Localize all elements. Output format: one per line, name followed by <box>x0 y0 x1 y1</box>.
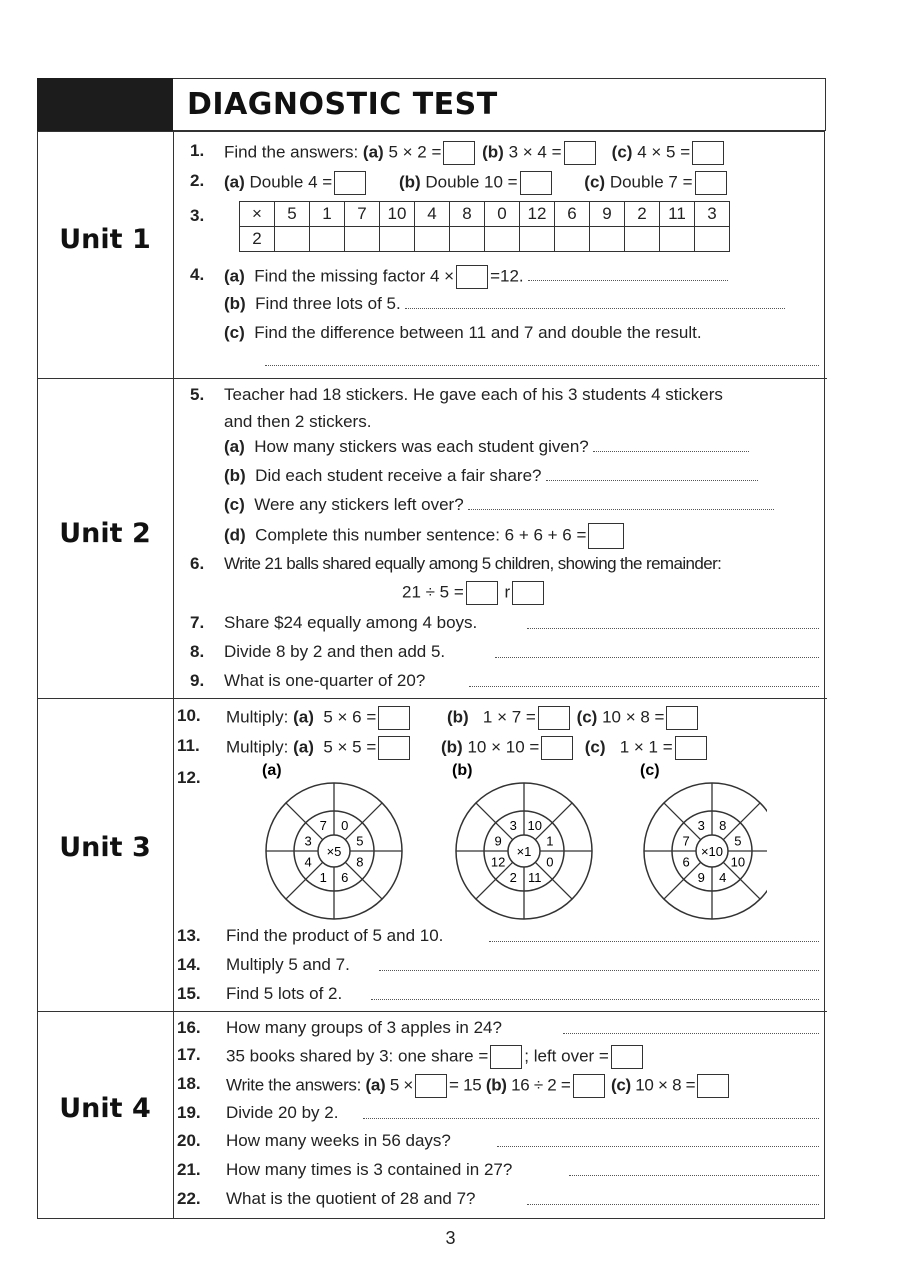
question-14: Multiply 5 and 7. <box>226 955 350 974</box>
table-answer-cell[interactable] <box>345 227 380 252</box>
question-5c: (c) Were any stickers left over? <box>224 495 774 515</box>
question-number: 3. <box>190 206 205 225</box>
question-17: 35 books shared by 3: one share = ; left over = <box>226 1045 645 1069</box>
header-title-box <box>173 78 826 131</box>
wheel-number: 9 <box>697 869 705 885</box>
question-number: 1. <box>190 141 205 160</box>
wheel-number: 8 <box>719 818 727 834</box>
table-answer-cell[interactable] <box>695 227 730 252</box>
question-number: 20. <box>177 1131 201 1150</box>
question-2: (a) Double 4 = (b) Double 10 = (c) Double 7 = <box>224 171 729 195</box>
question-11: Multiply: (a) 5 × 5 = (b) 10 × 10 = (c) 1 × 1 = <box>226 736 709 760</box>
question-6: Write 21 balls shared equally among 5 children, showing the remainder: <box>224 554 722 573</box>
answer-box[interactable] <box>541 736 573 760</box>
answer-box[interactable] <box>564 141 596 165</box>
wheel-number: 2 <box>509 869 517 885</box>
wheel-number: 1 <box>319 869 327 885</box>
table-header-cell: 4 <box>415 202 450 227</box>
question-5: Teacher had 18 stickers. He gave each of his 3 students 4 stickers <box>224 385 723 404</box>
answer-line[interactable] <box>469 686 819 687</box>
answer-line[interactable] <box>528 266 728 281</box>
table-header-cell: 3 <box>695 202 730 227</box>
answer-box[interactable] <box>692 141 724 165</box>
question-10: Multiply: (a) 5 × 6 = (b) 1 × 7 = (c) 10 × 8 = <box>226 706 700 730</box>
wheel-number: 4 <box>304 854 312 870</box>
answer-box[interactable] <box>415 1074 447 1098</box>
question-5d: (d) Complete this number sentence: 6 + 6 + 6 = <box>224 523 626 549</box>
wheel-number: 8 <box>356 854 364 870</box>
table-header-cell: 1 <box>310 202 345 227</box>
wheel-number: 10 <box>527 818 542 834</box>
table-header-cell: × <box>240 202 275 227</box>
question-number: 9. <box>190 671 205 690</box>
multiplication-table <box>239 201 730 252</box>
answer-box[interactable] <box>443 141 475 165</box>
table-header-cell: 7 <box>345 202 380 227</box>
worksheet-page <box>37 78 827 1220</box>
wheel-spoke <box>723 803 760 840</box>
table-header-cell: 2 <box>625 202 660 227</box>
question-19: Divide 20 by 2. <box>226 1103 339 1122</box>
question-15: Find 5 lots of 2. <box>226 984 343 1003</box>
answer-box[interactable] <box>675 736 707 760</box>
question-number: 6. <box>190 554 205 573</box>
table-answer-cell[interactable] <box>415 227 450 252</box>
wheel-label: (a) <box>262 763 282 779</box>
wheel-number: 5 <box>734 833 742 849</box>
answer-box[interactable] <box>573 1074 605 1098</box>
table-answer-cell[interactable] <box>485 227 520 252</box>
answer-box[interactable] <box>490 1045 522 1069</box>
unit-label-4: Unit 4 <box>59 1093 151 1124</box>
multiplication-wheel <box>452 763 592 919</box>
question-5b: (b) Did each student receive a fair share? <box>224 466 758 486</box>
table-multiplier-cell: 2 <box>240 227 275 252</box>
unit-label-1: Unit 1 <box>59 224 151 255</box>
table-header-cell: 10 <box>380 202 415 227</box>
question-16: How many groups of 3 apples in 24? <box>226 1018 502 1037</box>
question-number: 2. <box>190 171 205 190</box>
unit-separator <box>37 378 827 379</box>
question-4c: (c) Find the difference between 11 and 7 and double the result. <box>224 323 702 342</box>
answer-line[interactable] <box>468 495 774 510</box>
wheel-number: 0 <box>546 854 554 870</box>
answer-box[interactable] <box>695 171 727 195</box>
wheel-number: 6 <box>341 869 349 885</box>
wheel-number: 6 <box>682 854 690 870</box>
answer-line[interactable] <box>569 1175 819 1176</box>
multiplication-wheels <box>207 763 767 923</box>
wheel-center-text: ×1 <box>516 844 532 859</box>
table-answer-cell[interactable] <box>520 227 555 252</box>
question-13: Find the product of 5 and 10. <box>226 926 444 945</box>
answer-line[interactable] <box>497 1146 819 1147</box>
wheel-number: 0 <box>341 818 349 834</box>
wheel-number: 1 <box>546 833 554 849</box>
question-number: 4. <box>190 265 205 284</box>
multiplication-wheel <box>262 763 402 919</box>
answer-line[interactable] <box>563 1033 819 1034</box>
answer-box[interactable] <box>611 1045 643 1069</box>
table-answer-cell[interactable] <box>625 227 660 252</box>
multiplication-wheel <box>640 763 767 919</box>
table-answer-cell[interactable] <box>660 227 695 252</box>
answer-box[interactable] <box>466 581 498 605</box>
answer-box[interactable] <box>697 1074 729 1098</box>
wheel-number: 5 <box>356 833 364 849</box>
answer-box[interactable] <box>378 736 410 760</box>
question-7: Share $24 equally among 4 boys. <box>224 613 478 632</box>
unit-separator <box>37 698 827 699</box>
question-4a: (a) Find the missing factor 4 × =12. <box>224 265 728 289</box>
unit-label-2: Unit 2 <box>59 518 151 549</box>
table-header-cell: 9 <box>590 202 625 227</box>
question-5-cont: and then 2 stickers. <box>224 412 372 431</box>
question-5a: (a) How many stickers was each student given? <box>224 437 749 457</box>
table-answer-cell[interactable] <box>310 227 345 252</box>
unit-label-3: Unit 3 <box>59 832 151 863</box>
wheel-label: (c) <box>640 763 660 779</box>
table-header-cell: 0 <box>485 202 520 227</box>
header-black-block <box>37 78 173 131</box>
remainder-box[interactable] <box>512 581 544 605</box>
answer-box[interactable] <box>666 706 698 730</box>
table-header-cell: 11 <box>660 202 695 227</box>
question-number: 8. <box>190 642 205 661</box>
wheel-number: 10 <box>730 854 746 870</box>
question-1: Find the answers: (a) 5 × 2 = (b) 3 × 4 = (c) 4 × 5 = <box>224 141 726 165</box>
wheel-spoke <box>345 803 382 840</box>
question-number: 5. <box>190 385 205 404</box>
wheel-number: 3 <box>509 818 517 834</box>
question-22: What is the quotient of 28 and 7? <box>226 1189 476 1208</box>
answer-box[interactable] <box>538 706 570 730</box>
question-number: 22. <box>177 1189 201 1208</box>
question-number: 16. <box>177 1018 201 1037</box>
question-20: How many weeks in 56 days? <box>226 1131 451 1150</box>
question-6-expr: 21 ÷ 5 = r <box>402 581 546 605</box>
answer-line[interactable] <box>546 466 758 481</box>
answer-line[interactable] <box>405 294 785 309</box>
question-21: How many times is 3 contained in 27? <box>226 1160 513 1179</box>
question-9: What is one-quarter of 20? <box>224 671 426 690</box>
wheel-number: 7 <box>682 833 690 849</box>
unit-column-divider <box>173 131 174 1219</box>
table-answer-cell[interactable] <box>275 227 310 252</box>
question-number: 15. <box>177 984 201 1003</box>
wheel-number: 3 <box>304 833 312 849</box>
answer-line[interactable] <box>593 437 749 452</box>
answer-box[interactable] <box>378 706 410 730</box>
answer-line[interactable] <box>495 657 819 658</box>
wheel-center-text: ×5 <box>326 844 342 859</box>
answer-box[interactable] <box>588 523 624 549</box>
wheel-number: 4 <box>719 869 727 885</box>
question-number: 11. <box>177 736 200 755</box>
answer-box[interactable] <box>334 171 366 195</box>
answer-line[interactable] <box>527 1204 819 1205</box>
answer-line[interactable] <box>489 941 819 942</box>
answer-line[interactable] <box>265 365 819 366</box>
answer-line[interactable] <box>371 999 819 1000</box>
unit-separator <box>37 1011 827 1012</box>
question-18: Write the answers: (a) 5 × = 15 (b) 16 ÷ 2 = (c) 10 × 8 = <box>226 1074 731 1098</box>
wheel-number: 7 <box>319 818 327 834</box>
question-number: 19. <box>177 1103 201 1122</box>
question-number: 21. <box>177 1160 201 1179</box>
wheel-number: 9 <box>494 833 502 849</box>
wheel-number: 11 <box>527 869 542 885</box>
answer-line[interactable] <box>527 628 819 629</box>
question-number: 10. <box>177 706 201 725</box>
table-header-cell: 8 <box>450 202 485 227</box>
table-header-cell: 5 <box>275 202 310 227</box>
answer-box[interactable] <box>456 265 488 289</box>
wheel-center-text: ×10 <box>700 844 724 859</box>
wheel-number: 3 <box>697 818 705 834</box>
wheel-number: 12 <box>490 854 506 870</box>
question-number: 7. <box>190 613 205 632</box>
answer-line[interactable] <box>379 970 819 971</box>
answer-line[interactable] <box>363 1118 819 1119</box>
question-number: 14. <box>177 955 201 974</box>
question-number: 13. <box>177 926 201 945</box>
question-4b: (b) Find three lots of 5. <box>224 294 785 314</box>
table-header-cell: 6 <box>555 202 590 227</box>
page-number: 3 <box>445 1228 456 1248</box>
table-answer-cell[interactable] <box>380 227 415 252</box>
answer-box[interactable] <box>520 171 552 195</box>
table-header-cell: 12 <box>520 202 555 227</box>
question-number: 18. <box>177 1074 201 1093</box>
wheel-spoke <box>345 862 382 899</box>
question-number: 17. <box>177 1045 201 1064</box>
table-answer-cell[interactable] <box>450 227 485 252</box>
table-answer-cell[interactable] <box>555 227 590 252</box>
table-answer-cell[interactable] <box>590 227 625 252</box>
wheel-label: (b) <box>452 763 473 779</box>
question-8: Divide 8 by 2 and then add 5. <box>224 642 446 661</box>
page-title: DIAGNOSTIC TEST <box>187 87 498 122</box>
question-number: 12. <box>177 768 201 787</box>
